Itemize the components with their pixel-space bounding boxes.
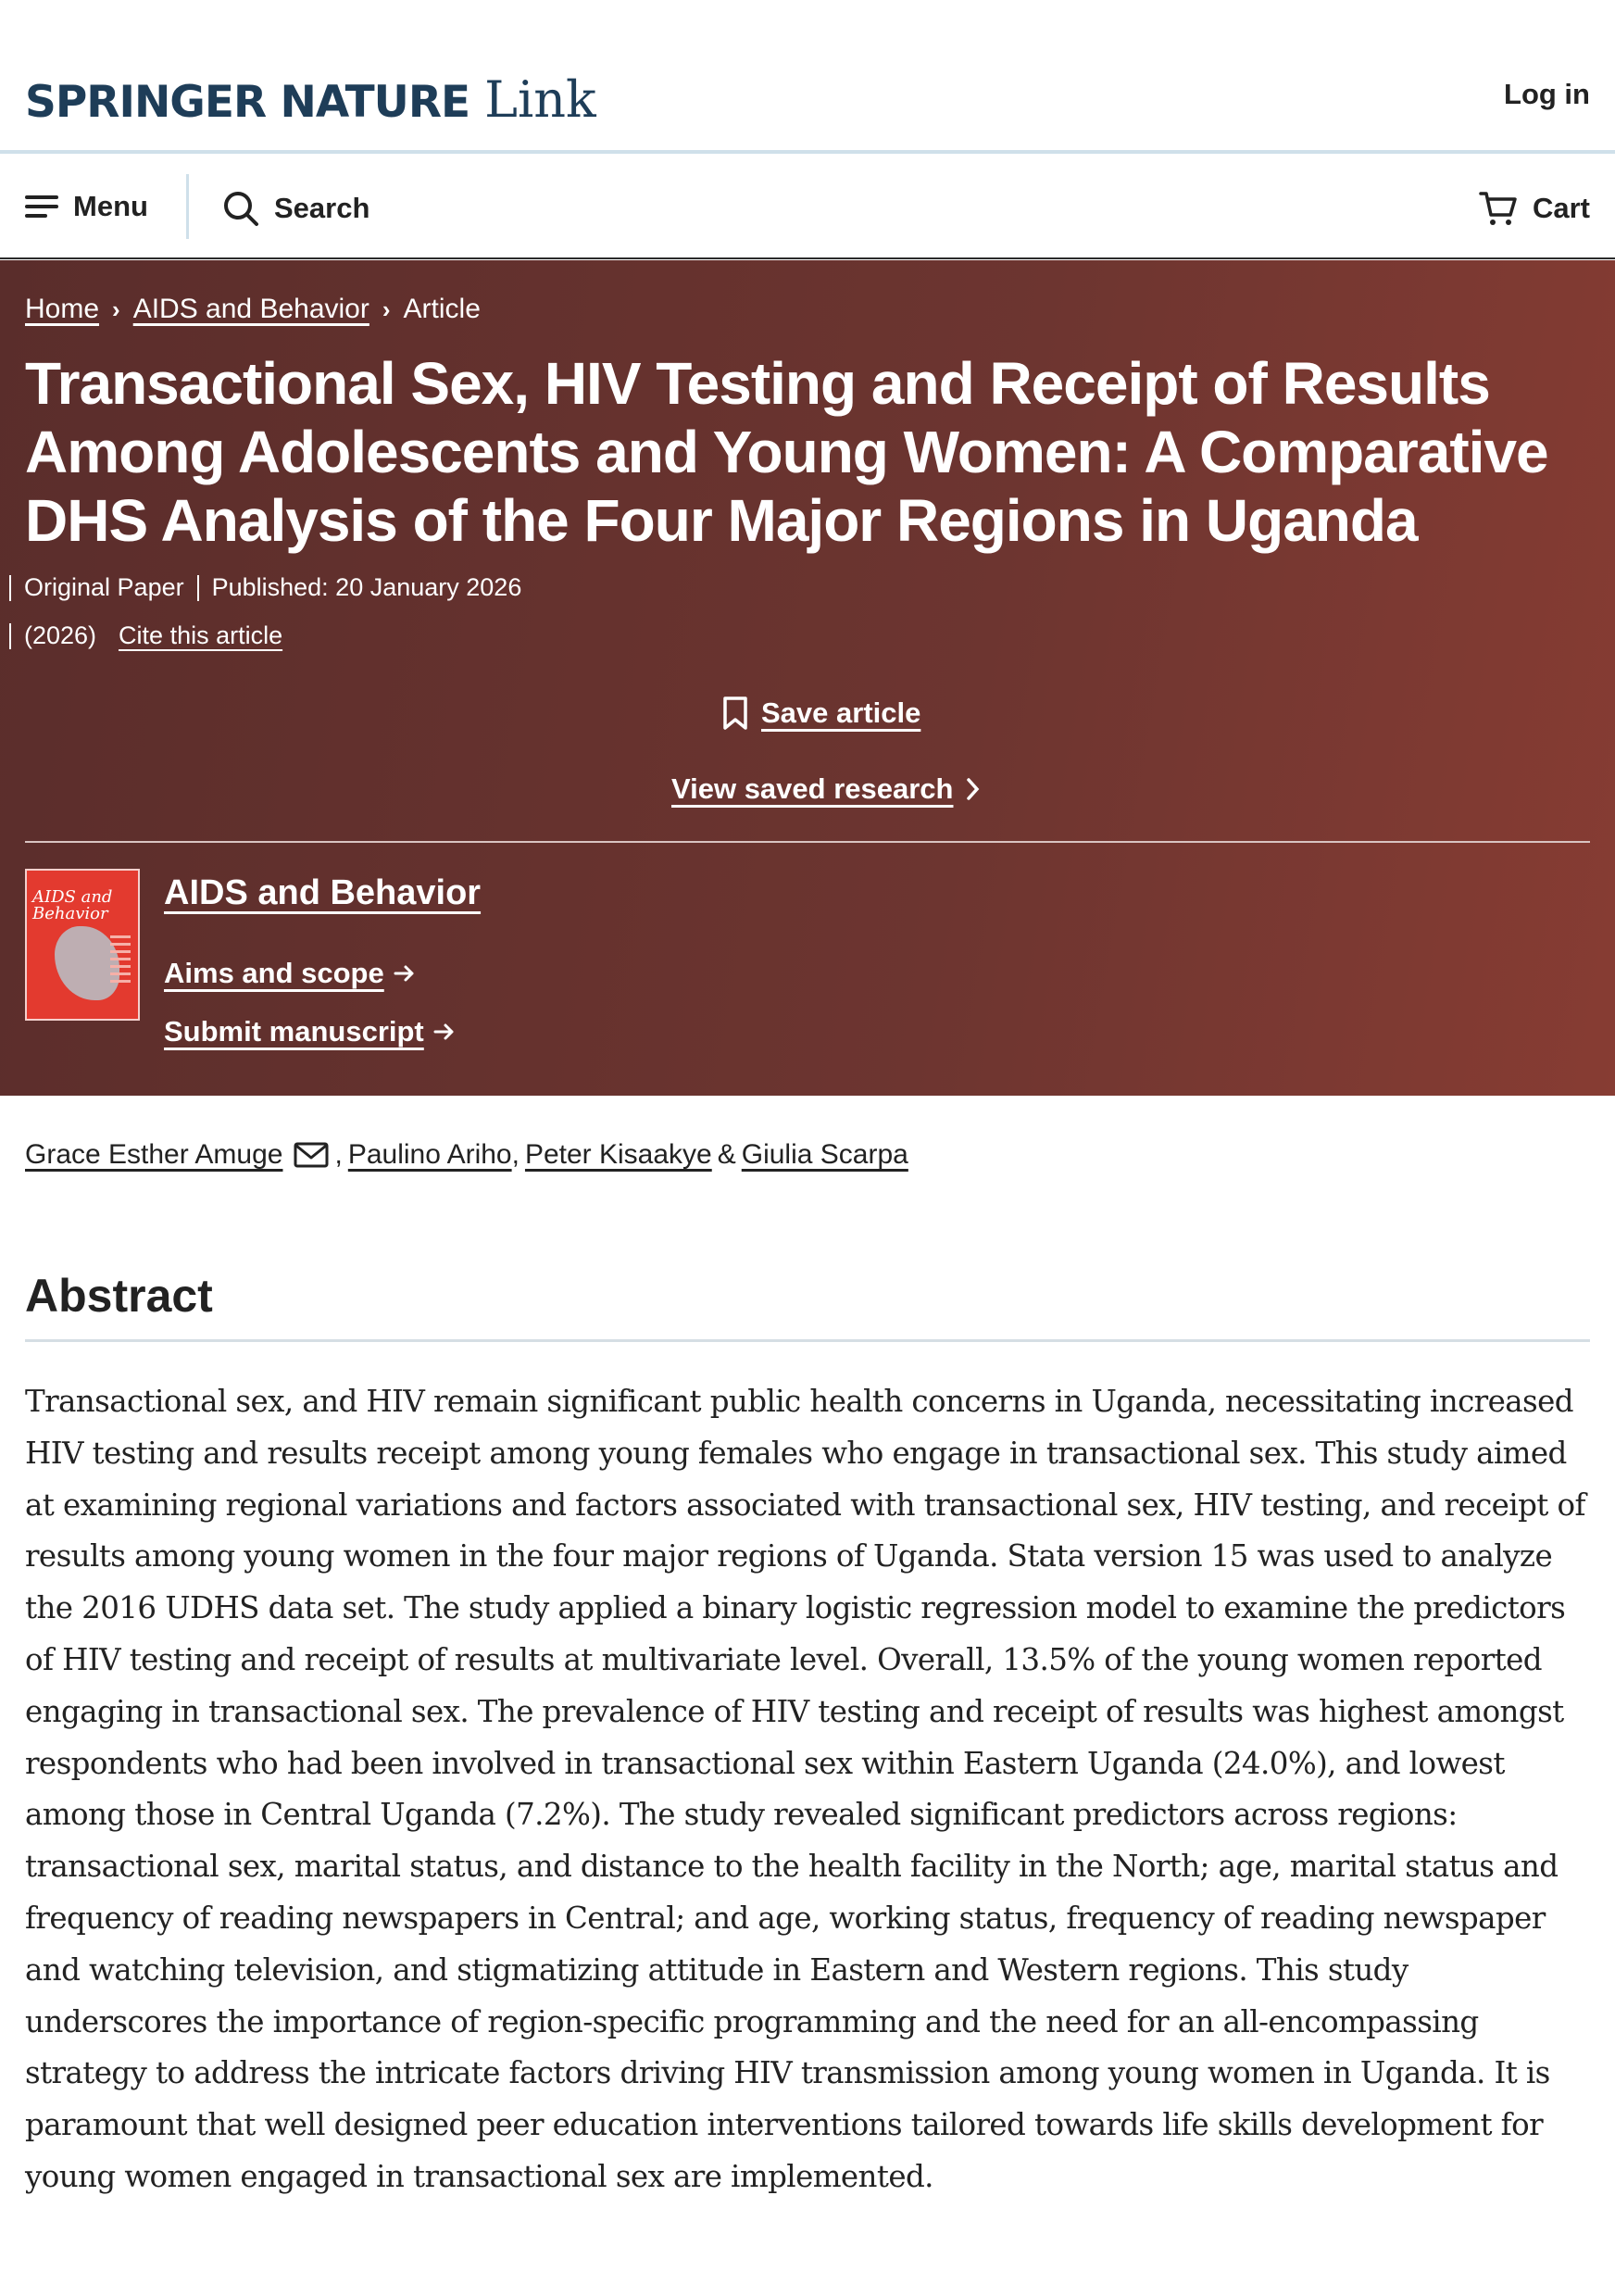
view-saved-research-label: View saved research: [671, 772, 954, 805]
nav-divider: [186, 174, 189, 239]
submit-manuscript-label: Submit manuscript: [164, 1015, 424, 1048]
published-date: Published: 20 January 2026: [211, 573, 522, 601]
chevron-right-icon: ›: [112, 295, 120, 323]
springer-nature-logo[interactable]: [25, 70, 596, 129]
arrow-right-icon: [433, 1021, 456, 1043]
article-meta: [9, 573, 521, 602]
chevron-right-icon: ›: [382, 295, 391, 323]
meta-divider: [9, 575, 11, 601]
author-separator: ,: [334, 1139, 343, 1170]
cover-text-lines: [110, 935, 131, 987]
aims-and-scope-label: Aims and scope: [164, 957, 384, 989]
aims-and-scope-link[interactable]: [164, 957, 416, 990]
arrow-right-icon: [394, 962, 416, 985]
view-saved-research-link[interactable]: [671, 772, 981, 806]
journal-cover-image[interactable]: [25, 869, 140, 1021]
author-list: [25, 1139, 908, 1171]
chevron-right-icon: [966, 777, 981, 801]
menu-label: Menu: [73, 190, 148, 222]
cart-icon: [1479, 190, 1518, 227]
hamburger-icon: [25, 193, 58, 220]
search-label: Search: [274, 192, 370, 224]
meta-divider: [197, 575, 199, 601]
breadcrumb-current: Article: [403, 294, 481, 324]
bookmark-icon: [722, 696, 748, 731]
save-article-label: Save article: [761, 696, 921, 729]
article-hero: [0, 260, 1615, 1096]
nav-bar: [0, 157, 1615, 259]
top-bar: [0, 0, 1615, 154]
brand-primary: SPRINGER NATURE: [25, 77, 470, 128]
abstract-divider: [25, 1339, 1590, 1342]
article-year: (2026): [24, 621, 97, 649]
search-button[interactable]: [222, 190, 369, 227]
author-link[interactable]: Peter Kisaakye: [524, 1139, 712, 1170]
cover-title: AIDS and Behavior: [32, 887, 113, 923]
cart-label: Cart: [1532, 192, 1590, 224]
login-link[interactable]: Log in: [1504, 78, 1590, 110]
author-link[interactable]: Giulia Scarpa: [741, 1139, 908, 1170]
breadcrumb-journal[interactable]: AIDS and Behavior: [132, 294, 369, 324]
menu-button[interactable]: [25, 190, 148, 223]
article-title: Transactional Sex, HIV Testing and Receipt of Results Among Adolescents and Young Women: A Comparative DHS Analysis of the Four Major Regions in Uganda: [25, 350, 1548, 554]
mail-icon[interactable]: [294, 1141, 329, 1169]
article-citation-meta: [9, 621, 282, 650]
author-link[interactable]: Grace Esther Amuge: [25, 1139, 283, 1170]
hero-divider: [25, 841, 1590, 843]
meta-divider: [9, 623, 11, 649]
cite-this-article-link[interactable]: Cite this article: [119, 621, 283, 649]
search-icon: [222, 190, 259, 227]
submit-manuscript-link[interactable]: [164, 1015, 456, 1048]
article-type: Original Paper: [24, 573, 184, 601]
abstract-heading: Abstract: [25, 1270, 213, 1322]
journal-name-link[interactable]: AIDS and Behavior: [164, 873, 482, 912]
abstract-text: Transactional sex, and HIV remain significant public health concerns in Uganda, necessitating increased HIV testing and results receipt among young females who engage in transactional sex. This study aimed at examining regional variations and factors associated with transactional sex, HIV testing, and receipt of results among young women in the four major regions of Uganda. Stata version 15 was used to analyze the 2016 UDHS data set. The study applied a binary logistic regression model to examine the predictors of HIV testing and receipt of results at multivariate level. Overall, 13.5% of the young women reported engaging in transactional sex. The prevalence of HIV testing and receipt of results was highest amongst respondents who had been involved in transactional sex within Eastern Uganda (24.0%), and lowest among those in Central Uganda (7.2%). The study revealed significant predictors across regions: transactional sex, marital status, and distance to the health facility in the North; age, marital status and frequency of reading newspapers in Central; and age, working status, frequency of reading newspaper and watching television, and stigmatizing attitude in Eastern and Western regions. This study underscores the importance of region-specific programming and the need for an all-encompassing strategy to address the intricate factors driving HIV transmission among young women in Uganda. It is paramount that well designed peer education interventions tailored towards life skills development for young women engaged in transactional sex are implemented.: [25, 1384, 1585, 2194]
brand-secondary: Link: [484, 70, 596, 129]
breadcrumb-home[interactable]: Home: [25, 294, 100, 324]
save-article-button[interactable]: [722, 696, 920, 731]
author-separator: &: [717, 1139, 736, 1170]
cart-button[interactable]: [1479, 190, 1590, 227]
author-separator: ,: [511, 1139, 520, 1170]
author-link[interactable]: Paulino Ariho: [347, 1139, 512, 1170]
breadcrumb: [25, 294, 481, 325]
